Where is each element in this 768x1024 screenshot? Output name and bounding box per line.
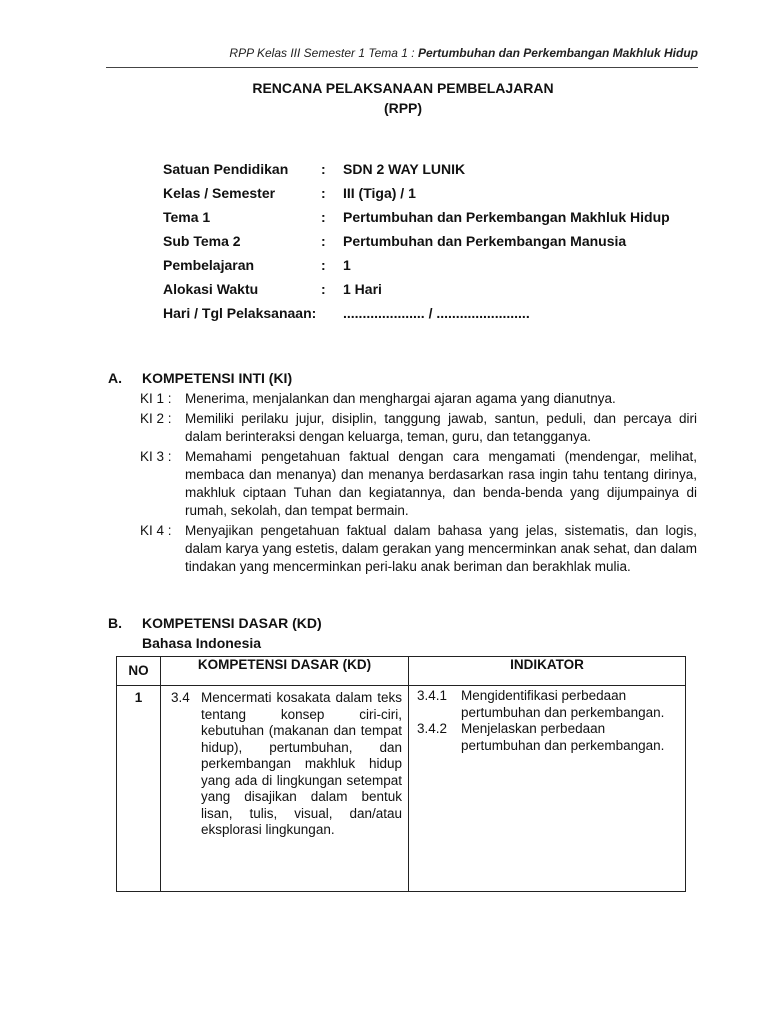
identity-value: 1 <box>343 257 351 273</box>
kd-number: 3.4 <box>171 690 190 705</box>
identity-value: Pertumbuhan dan Perkembangan Manusia <box>343 233 627 249</box>
kd-item <box>171 690 402 839</box>
table-header-row <box>117 657 686 686</box>
indikator-item <box>417 721 679 754</box>
document-subtitle: (RPP) <box>383 100 423 116</box>
column-header-indikator: INDIKATOR <box>409 657 686 686</box>
ki-text: Memahami pengetahuan faktual dengan cara mengamati (mendengar, melihat, membaca dan menanya) dan menanya berdasarkan rasa ingin tahu tentang dirinya, makhluk ciptaan Tuhan dan kegiatannya, dan benda-benda yang dijumpainya di rumah, sekolah, dan tempat bermain. <box>185 448 697 519</box>
ki-code: KI 4 : <box>140 522 172 538</box>
kd-table <box>116 656 686 892</box>
indikator-number: 3.4.2 <box>417 721 448 736</box>
section-title: KOMPETENSI DASAR (KD) <box>142 615 322 631</box>
column-header-no: NO <box>117 657 161 686</box>
ki-item <box>140 390 697 408</box>
kd-text: Mencermati kosakata dalam teks tentang konsep ciri-ciri, kebutuhan (makanan dan tempat hidup), pertumbuhan, dan perkembangan makhluk hidup yang ada di lingkungan setempat yang disajikan dalam bentuk lisan, tulis, visual, dan/atau eksplorasi lingkungan. <box>201 690 402 837</box>
ki-list <box>140 390 697 578</box>
identity-label: Hari / Tgl Pelaksanaan: <box>163 305 317 321</box>
row-number: 1 <box>117 686 161 892</box>
identity-value: Pertumbuhan dan Perkembangan Makhluk Hidup <box>343 209 670 225</box>
ki-item <box>140 522 697 577</box>
indikator-cell <box>409 686 686 892</box>
indikator-number: 3.4.1 <box>417 688 448 703</box>
section-letter: A. <box>108 370 122 386</box>
ki-text: Menerima, menjalankan dan menghargai ajaran agama yang dianutnya. <box>185 391 616 406</box>
ki-code: KI 3 : <box>140 448 172 464</box>
ki-item <box>140 448 697 521</box>
identity-colon: : <box>321 233 326 249</box>
header-divider <box>106 67 698 68</box>
identity-colon: : <box>321 281 326 297</box>
ki-item <box>140 410 697 446</box>
identity-label: Sub Tema 2 <box>163 233 241 249</box>
table-row <box>117 686 686 892</box>
identity-label: Alokasi Waktu <box>163 281 259 297</box>
running-header <box>108 46 698 60</box>
identity-label: Satuan Pendidikan <box>163 161 289 177</box>
header-theme-title: Pertumbuhan dan Perkembangan Makhluk Hidup <box>417 46 698 60</box>
identity-colon: : <box>321 185 326 201</box>
document-title: RENCANA PELAKSANAAN PEMBELAJARAN <box>252 80 554 96</box>
kd-cell <box>161 686 409 892</box>
identity-label: Kelas / Semester <box>163 185 276 201</box>
identity-label: Pembelajaran <box>163 257 255 273</box>
ki-code: KI 1 : <box>140 391 172 406</box>
indikator-text: Menjelaskan perbedaan pertumbuhan dan perkembangan. <box>461 721 665 753</box>
ki-code: KI 2 : <box>140 410 172 426</box>
ki-text: Menyajikan pengetahuan faktual dalam bahasa yang jelas, sistematis, dan logis, dalam karya yang estetis, dalam gerakan yang mencerminkan anak sehat, dan dalam tindakan yang mencerminkan peri-laku anak beriman dan berakhlak mulia. <box>185 522 697 575</box>
identity-value: SDN 2 WAY LUNIK <box>343 161 466 177</box>
subject-heading: Bahasa Indonesia <box>142 635 262 651</box>
identity-value: III (Tiga) / 1 <box>343 185 416 201</box>
indikator-text: Mengidentifikasi perbedaan pertumbuhan dan perkembangan. <box>461 688 665 720</box>
identity-value: ..................... / ........................ <box>343 305 530 321</box>
identity-colon: : <box>321 257 326 273</box>
ki-text: Memiliki perilaku jujur, disiplin, tanggung jawab, santun, peduli, dan percaya diri dalam berinteraksi dengan keluarga, teman, guru, dan tetangganya. <box>185 410 697 444</box>
indikator-item <box>417 688 679 721</box>
section-title: KOMPETENSI INTI (KI) <box>142 370 293 386</box>
identity-label: Tema 1 <box>163 209 211 225</box>
section-letter: B. <box>108 615 122 631</box>
identity-colon: : <box>321 209 326 225</box>
identity-value: 1 Hari <box>343 281 382 297</box>
column-header-kd: KOMPETENSI DASAR (KD) <box>161 657 409 686</box>
header-prefix: RPP Kelas III Semester 1 Tema 1 : <box>229 46 418 60</box>
identity-colon: : <box>321 161 326 177</box>
